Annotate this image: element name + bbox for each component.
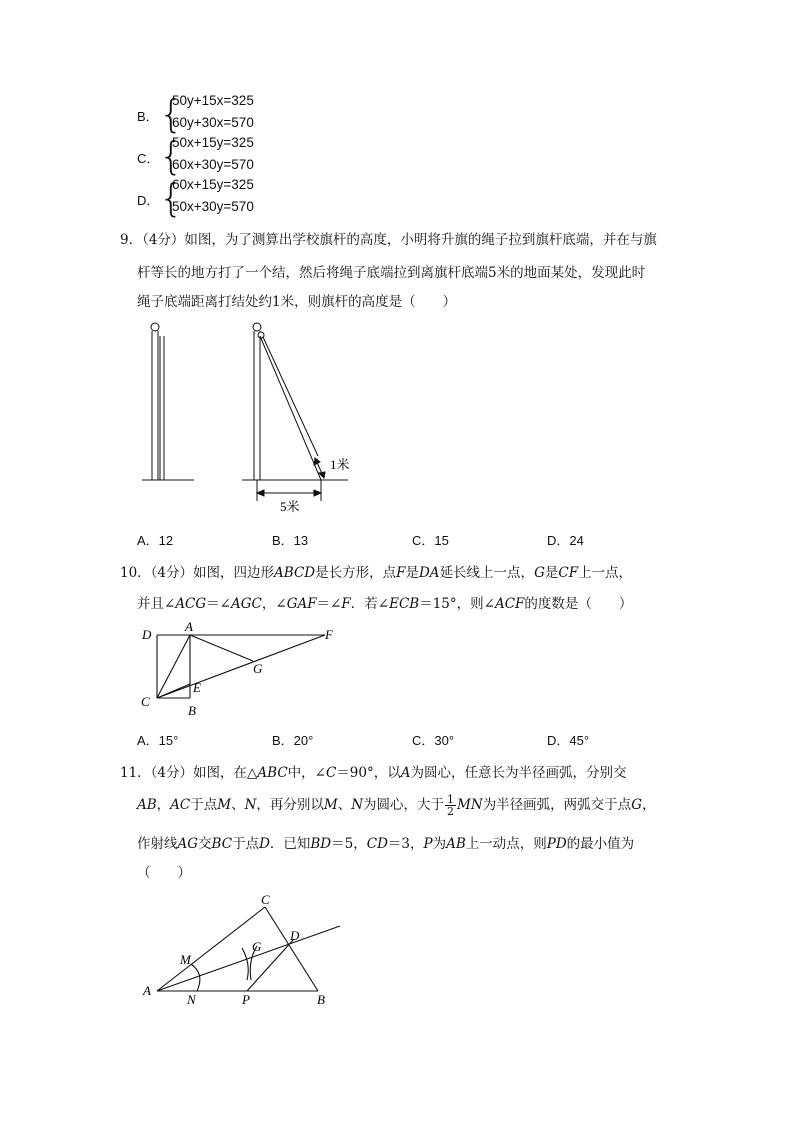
text: 于点 xyxy=(232,836,260,852)
q11-text-line3 xyxy=(137,832,697,852)
label-1m: 1米 xyxy=(330,457,350,472)
math: D xyxy=(259,836,270,852)
math: M xyxy=(217,797,232,813)
equation: 60y+30x=570 xyxy=(172,115,254,130)
math: A xyxy=(400,765,411,781)
q9-answer-d: D．24 xyxy=(547,533,584,548)
q10-answer-d: D．45° xyxy=(547,733,590,748)
math: CD xyxy=(366,836,388,852)
fraction-one-half xyxy=(445,794,456,817)
text: ＝5， xyxy=(331,836,367,852)
text: ．若∠ xyxy=(350,596,390,612)
text: 上一动点，则 xyxy=(465,836,547,852)
q9-answer-a: A．12 xyxy=(137,533,174,548)
frac-den: 2 xyxy=(447,805,455,818)
math: PD xyxy=(546,836,567,852)
text: 交 xyxy=(198,836,212,852)
math: G xyxy=(631,797,642,813)
label-e: E xyxy=(193,680,201,695)
equation: 50y+15x=325 xyxy=(172,93,254,108)
text: 为圆心，大于 xyxy=(363,797,445,813)
label-f: F xyxy=(325,627,333,642)
math: DA xyxy=(418,565,440,581)
math: AB xyxy=(446,836,466,852)
text: ＝∠ xyxy=(316,596,342,612)
q8-option-d xyxy=(137,178,337,220)
text: ＝90°，以 xyxy=(336,765,401,781)
math: ABCD xyxy=(274,565,316,581)
label-5m: 5米 xyxy=(280,499,300,514)
math: M xyxy=(323,797,338,813)
q11-text-line1 xyxy=(120,761,680,781)
q11-text-line4: （ ） xyxy=(137,865,191,881)
q9-text-line2: 杆等长的地方打了一个结，然后将绳子底端拉到离旗杆底端5米的地面某处，发现此时 xyxy=(137,265,646,281)
frac-num: 1 xyxy=(447,793,455,806)
math: CF xyxy=(558,565,579,581)
text: 上一点， xyxy=(578,565,633,581)
text: 中，∠ xyxy=(287,765,326,781)
text: ＝∠ xyxy=(206,596,231,612)
label-a: A xyxy=(185,620,193,634)
q9-flagpole-figure xyxy=(130,318,370,520)
q8-option-c xyxy=(137,136,337,178)
text: 11．（4分）如图，在△ xyxy=(120,765,258,781)
option-letter: C． xyxy=(137,151,160,166)
q9-text-line1: 9．（4分）如图，为了测算出学校旗杆的高度，小明将升旗的绳子拉到旗杆底端，并在与旗 xyxy=(120,232,657,248)
text: 于点 xyxy=(190,797,218,813)
math: ACG xyxy=(175,596,207,612)
q8-option-b xyxy=(137,94,337,136)
math: G xyxy=(534,565,545,581)
option-letter: B． xyxy=(137,109,159,124)
text: 的最小值为 xyxy=(566,836,635,852)
option-letter: D． xyxy=(137,193,160,208)
text: 、 xyxy=(231,797,245,813)
text: ， xyxy=(156,797,171,813)
text: 作射线 xyxy=(137,836,178,852)
label-c: C xyxy=(261,892,270,907)
q10-rectangle-figure xyxy=(135,620,350,720)
text: 为 xyxy=(432,836,447,852)
brace-icon: { xyxy=(159,92,184,136)
math: P xyxy=(423,836,433,852)
label-d: D xyxy=(290,928,300,943)
text: ，再分别以 xyxy=(256,797,324,813)
math: N xyxy=(244,797,257,813)
math: GAF xyxy=(286,596,317,612)
text: ＝3， xyxy=(387,836,424,852)
q10-answer-a: A．15° xyxy=(137,733,179,748)
math: F xyxy=(396,565,406,581)
label-g: G xyxy=(253,661,263,676)
q10-text-line2 xyxy=(137,592,697,612)
math: AC xyxy=(170,797,191,813)
equation: 50x+30y=570 xyxy=(172,199,254,214)
label-n: N xyxy=(187,992,196,1007)
brace-icon: { xyxy=(159,176,184,220)
equation: 60x+15y=325 xyxy=(172,177,254,192)
label-b: B xyxy=(317,992,325,1007)
q10-answer-b: B．20° xyxy=(272,733,314,748)
equation: 60x+30y=570 xyxy=(172,157,254,172)
label-g: G xyxy=(252,939,262,954)
text: ， xyxy=(641,797,656,813)
q10-text-line1 xyxy=(120,561,680,581)
text: 为半径画弧，两弧交于点 xyxy=(482,797,632,813)
flagpole-right xyxy=(242,323,348,501)
label-p: P xyxy=(242,992,250,1007)
text: 为圆心，任意长为半径画弧，分别交 xyxy=(410,765,627,781)
math: AB xyxy=(137,797,157,813)
math: C xyxy=(325,765,337,781)
math: BD xyxy=(310,836,332,852)
math: N xyxy=(351,797,364,813)
math: F xyxy=(341,596,351,612)
math: AG xyxy=(177,836,199,852)
label-c: C xyxy=(141,694,150,709)
text: 是 xyxy=(405,565,419,581)
math: BC xyxy=(211,836,233,852)
q11-triangle-figure xyxy=(135,888,350,1010)
q9-text-line3: 绳子底端距离打结处约1米，则旗杆的高度是（ ） xyxy=(137,294,457,310)
text: 是 xyxy=(544,565,559,581)
text: 并且∠ xyxy=(137,596,176,612)
text: 是长方形，点 xyxy=(315,565,397,581)
math: AGC xyxy=(231,596,262,612)
math: ECB xyxy=(389,596,420,612)
text: 的度数是（ ） xyxy=(524,596,633,612)
q9-answer-c: C．15 xyxy=(412,533,449,548)
q10-answer-c: C．30° xyxy=(412,733,455,748)
text: 、 xyxy=(337,797,352,813)
math: ABC xyxy=(257,765,288,781)
equation: 50x+15y=325 xyxy=(172,135,254,150)
label-d: D xyxy=(142,627,152,642)
label-b: B xyxy=(188,703,196,718)
text: ，∠ xyxy=(261,596,287,612)
q11-text-line2 xyxy=(137,793,697,817)
text: ．已知 xyxy=(269,836,311,852)
brace-icon: { xyxy=(159,134,184,178)
text: 延长线上一点， xyxy=(439,565,535,581)
math: ACF xyxy=(494,596,525,612)
flagpole-left xyxy=(142,323,194,480)
q9-answer-b: B．13 xyxy=(272,533,309,548)
text: 10．（4分）如图，四边形 xyxy=(120,565,275,581)
text: ＝15°，则∠ xyxy=(419,596,495,612)
label-m: M xyxy=(180,952,191,967)
math: MN xyxy=(457,797,483,813)
label-a: A xyxy=(143,983,151,998)
